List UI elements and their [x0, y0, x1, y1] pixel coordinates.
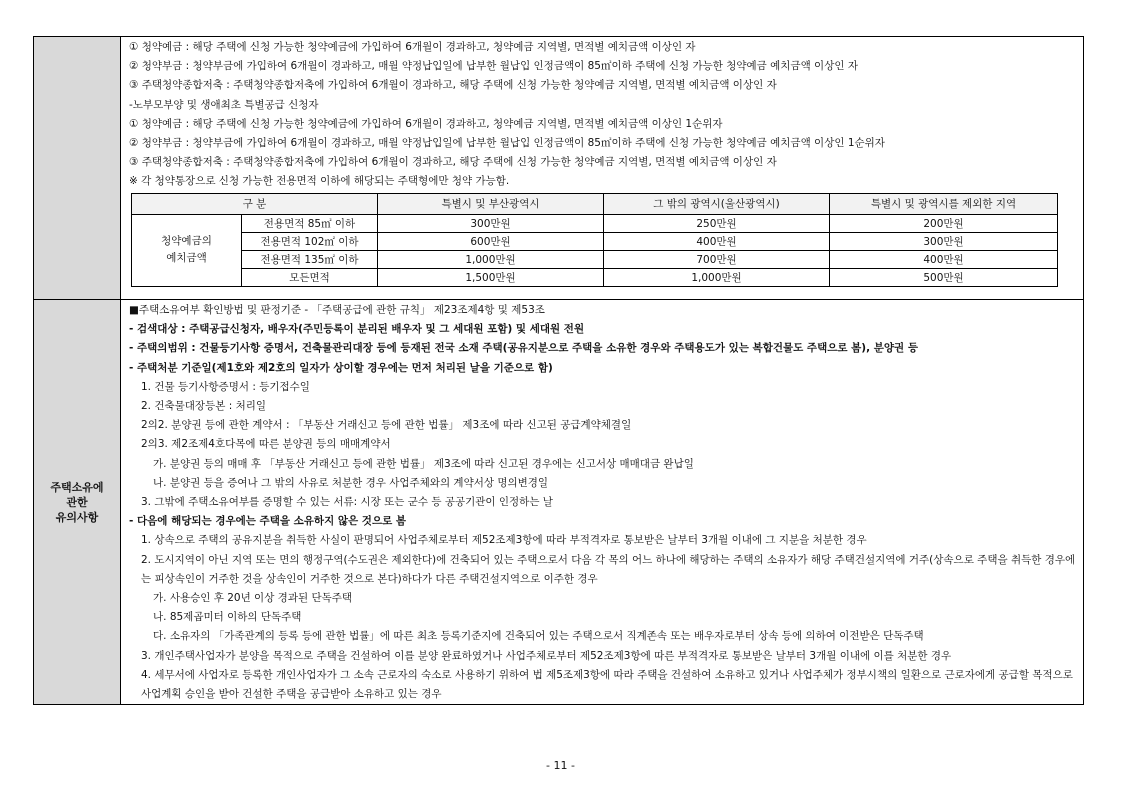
text-line: ※ 각 청약통장으로 신청 가능한 전용면적 이하에 해당되는 주택형에만 청약 가능함.	[129, 175, 510, 188]
text-line: ■주택소유여부 확인방법 및 판정기준 - 「주택공급에 관한 규칙」 제23조제4항 및 제53조	[129, 304, 545, 316]
document-page	[33, 36, 1084, 705]
text-line: ① 청약예금 : 해당 주택에 신청 가능한 청약예금에 가입하여 6개월이 경과하고, 청약예금 지역별, 면적별 예치금액 이상인 자	[129, 41, 696, 53]
text-line: - 주택처분 기준일(제1호와 제2호의 일자가 상이할 경우에는 먼저 처리된 날을 기준으로 함)	[129, 361, 553, 374]
header-cell: 구 분	[132, 193, 378, 214]
text-line: - 검색대상 : 주택공급신청자, 배우자(주민등록이 분리된 배우자 및 그 세대원 포함) 및 세대원 전원	[129, 323, 585, 336]
section-deposit-row	[34, 37, 1084, 300]
value-cell: 1,500만원	[378, 268, 604, 286]
value-cell: 700만원	[604, 250, 830, 268]
text-line: ③ 주택청약종합저축 : 주택청약종합저축에 가입하여 6개월이 경과하고, 해당 주택에 신청 가능한 청약예금 지역별, 면적별 예치금액 이상인 자	[129, 79, 777, 92]
value-cell: 400만원	[830, 250, 1058, 268]
text-line: ① 청약예금 : 해당 주택에 신청 가능한 청약예금에 가입하여 6개월이 경과하고, 청약예금 지역별, 면적별 예치금액 이상인 1순위자	[129, 117, 723, 130]
value-cell: 300만원	[378, 214, 604, 232]
text-line: ③ 주택청약종합저축 : 주택청약종합저축에 가입하여 6개월이 경과하고, 해당 주택에 신청 가능한 청약예금 지역별, 면적별 예치금액 이상인 자	[129, 156, 777, 169]
area-cell: 전용면적 102㎡ 이하	[242, 232, 378, 250]
text-line: - 주택의범위 : 건물등기사항 증명서, 건축물관리대장 등에 등재된 전국 소재 주택(공유지분으로 주택을 소유한 경우와 주택용도가 있는 복합건물도 주택으로 봄), 분양권 등	[129, 342, 918, 355]
label-line: 관한	[66, 495, 88, 509]
deposit-amount-table	[131, 193, 1058, 287]
text-line: ② 청약부금 : 청약부금에 가입하여 6개월이 경과하고, 매월 약정납입일에 납부한 월납입 인정금액이 85㎡이하 주택에 신청 가능한 청약예금 예치금액 이상인 1순위자	[129, 137, 885, 150]
value-cell: 1,000만원	[604, 268, 830, 286]
header-cell: 그 밖의 광역시(울산광역시)	[604, 193, 830, 214]
value-cell: 1,000만원	[378, 250, 604, 268]
text-line: 1. 상속으로 주택의 공유지분을 취득한 사실이 판명되어 사업주체로부터 제52조제3항에 따라 부적격자로 통보받은 날부터 3개월 이내에 그 지분을 처분한 경우	[141, 534, 867, 547]
deposit-row	[132, 250, 1058, 268]
area-cell: 모든면적	[242, 268, 378, 286]
section-deposit-content	[121, 37, 1084, 300]
section-label-ownership	[34, 300, 121, 705]
value-cell: 300만원	[830, 232, 1058, 250]
text-line: 3. 그밖에 주택소유여부를 증명할 수 있는 서류: 시장 또는 군수 등 공공기관이 인정하는 날	[141, 496, 553, 509]
section-label-empty	[34, 37, 121, 300]
deposit-header-row	[132, 193, 1058, 214]
section-ownership-row	[34, 300, 1084, 705]
page-number: - 11 -	[546, 759, 575, 772]
text-line: ② 청약부금 : 청약부금에 가입하여 6개월이 경과하고, 매월 약정납입일에 납부한 월납입 인정금액이 85㎡이하 주택에 신청 가능한 청약예금 예치금액 이상인 자	[129, 60, 858, 73]
label-line: 유의사항	[55, 510, 99, 524]
text-line: 2의3. 제2조제4호다목에 따른 분양권 등의 매매계약서	[141, 438, 391, 451]
value-cell: 250만원	[604, 214, 830, 232]
value-cell: 600만원	[378, 232, 604, 250]
value-cell: 400만원	[604, 232, 830, 250]
value-cell: 500만원	[830, 268, 1058, 286]
text-line: 나. 85제곱미터 이하의 단독주택	[153, 611, 302, 624]
area-cell: 전용면적 135㎡ 이하	[242, 250, 378, 268]
text-paragraph: 2. 도시지역이 아닌 지역 또는 면의 행정구역(수도권은 제외한다)에 건축되어 있는 주택으로서 다음 각 목의 어느 하나에 해당하는 주택의 소유자가 해당 주택건설지역에 거주(상속으로 주택을 취득한 경우에는 피상속인이 거주한 것을 상속인이 거주한 것으로 본다)하다가 다른 주택건설지역으로 이주한 경우	[141, 553, 1076, 585]
deposit-row	[132, 232, 1058, 250]
deposit-row	[132, 268, 1058, 286]
header-cell: 특별시 및 부산광역시	[378, 193, 604, 214]
header-cell: 특별시 및 광역시를 제외한 지역	[830, 193, 1058, 214]
deposit-row	[132, 214, 1058, 232]
text-paragraph: 4. 세무서에 사업자로 등록한 개인사업자가 그 소속 근로자의 숙소로 사용하기 위하여 법 제5조제3항에 따라 주택을 건설하여 소유하고 있거나 사업주체가 정부시책의 일환으로 근로자에게 공급할 목적으로 사업계획 승인을 받아 건설한 주택을 공급받아 소유하고 있는 경우	[141, 668, 1073, 701]
area-cell: 전용면적 85㎡ 이하	[242, 214, 378, 232]
label-line: 주택소유에	[50, 480, 104, 494]
group-label-line: 예치금액	[166, 252, 207, 265]
text-line: 가. 분양권 등의 매매 후 「부동산 거래신고 등에 관한 법률」 제3조에 따라 신고된 경우에는 신고서상 매매대금 완납일	[153, 457, 694, 470]
text-line: - 다음에 해당되는 경우에는 주택을 소유하지 않은 것으로 봄	[129, 515, 407, 528]
text-line: 가. 사용승인 후 20년 이상 경과된 단독주택	[153, 592, 353, 605]
text-line: 나. 분양권 등을 증여나 그 밖의 사유로 처분한 경우 사업주체와의 계약서상 명의변경일	[153, 476, 549, 489]
text-line: 2. 건축물대장등본 : 처리일	[141, 400, 266, 413]
text-line: 2의2. 분양권 등에 관한 계약서 : 「부동산 거래신고 등에 관한 법률」 제3조에 따라 신고된 공급계약체결일	[141, 419, 632, 432]
section-ownership-content	[121, 300, 1084, 705]
text-line: 1. 건물 등기사항증명서 : 등기접수일	[141, 380, 310, 393]
text-line: -노부모부양 및 생애최초 특별공급 신청자	[129, 98, 319, 111]
text-paragraph: 3. 개인주택사업자가 분양을 목적으로 주택을 건설하여 이를 분양 완료하였거나 사업주체로부터 제52조제3항에 따른 부적격자로 통보받은 날부터 3개월 이내에 이를 처분한 경우	[141, 649, 952, 662]
deposit-group-label	[132, 214, 242, 286]
notice-table	[33, 36, 1084, 705]
text-paragraph: 다. 소유자의 「가족관계의 등록 등에 관한 법률」에 따른 최초 등록기준지에 건축되어 있는 주택으로서 직계존속 또는 배우자로부터 상속 등에 의하여 이전받은 단독주택	[153, 630, 924, 643]
group-label-line: 청약예금의	[161, 235, 212, 248]
value-cell: 200만원	[830, 214, 1058, 232]
